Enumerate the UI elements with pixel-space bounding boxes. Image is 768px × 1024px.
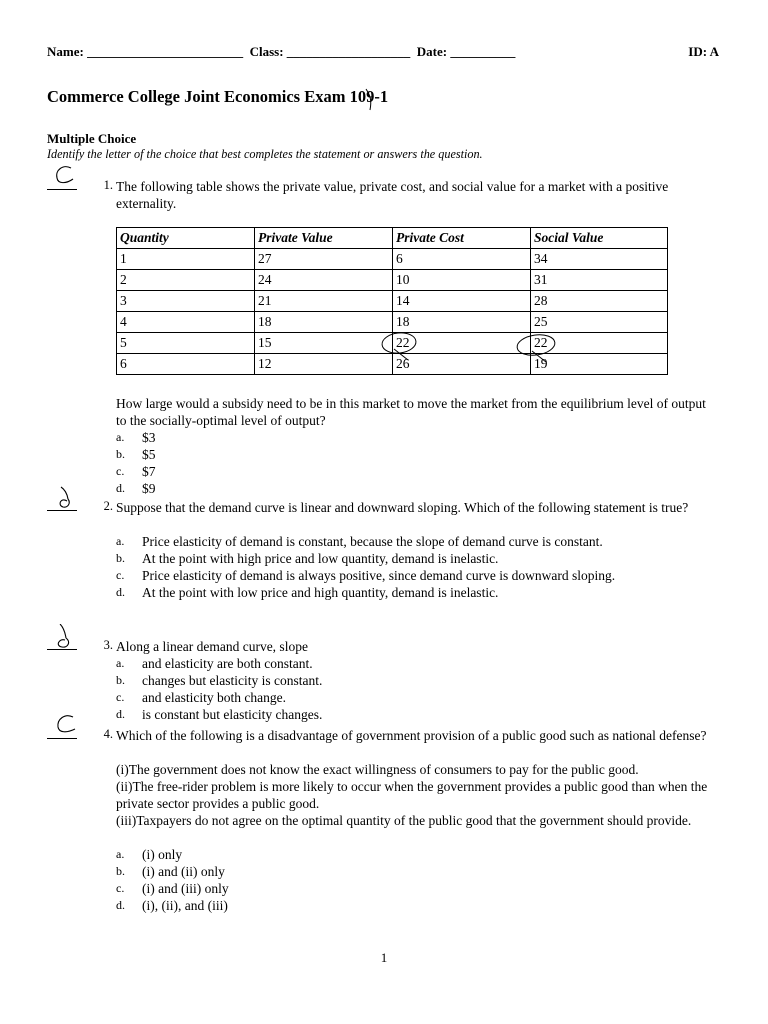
table-cell: 10 <box>393 270 531 291</box>
table-cell: 18 <box>393 312 531 333</box>
handwritten-answer-d <box>49 624 85 652</box>
handwritten-answer-d <box>49 485 85 513</box>
answer-options <box>116 533 702 601</box>
option-c[interactable]: c. Price elasticity of demand is always positive, since demand curve is downward sloping. <box>116 568 616 583</box>
value-cost-table <box>116 227 668 375</box>
section-instructions: Identify the letter of the choice that best completes the statement or answers the question. <box>47 147 483 161</box>
handwritten-answer-c <box>49 713 85 741</box>
table-cell: 21 <box>255 291 393 312</box>
option-a[interactable]: a. and elasticity are both constant. <box>116 656 313 671</box>
option-b[interactable]: b. At the point with high price and low quantity, demand is inelastic. <box>116 551 499 566</box>
option-d[interactable]: d. $9 <box>116 481 156 496</box>
table-cell: 24 <box>255 270 393 291</box>
answer-options <box>116 655 702 723</box>
option-c[interactable]: c. (i) and (iii) only <box>116 881 229 896</box>
question-text: Suppose that the demand curve is linear and downward sloping. Which of the following statement is true? <box>116 500 689 515</box>
question-text: Which of the following is a disadvantage of government provision of a public good such as national defense? <box>116 728 707 743</box>
table-row <box>117 249 668 270</box>
question-number: 2. <box>103 499 113 513</box>
table-cell: 14 <box>393 291 531 312</box>
table-header-row <box>117 228 668 249</box>
table-cell: 34 <box>531 249 668 270</box>
table-cell: 12 <box>255 354 393 375</box>
table-row <box>117 291 668 312</box>
question-text: The following table shows the private value, private cost, and social value for a market with a positive externality. <box>116 179 669 211</box>
table-cell: 22 <box>393 333 531 354</box>
table-cell: 26 <box>393 354 531 375</box>
table-row <box>117 333 668 354</box>
table-cell: 25 <box>531 312 668 333</box>
option-d[interactable]: d. At the point with low price and high quantity, demand is inelastic. <box>116 585 499 600</box>
table-cell: 4 <box>117 312 255 333</box>
table-cell: 6 <box>117 354 255 375</box>
question-number: 4. <box>103 727 113 741</box>
table-cell: 18 <box>255 312 393 333</box>
table-cell: 27 <box>255 249 393 270</box>
page-number: 1 <box>380 950 388 965</box>
table-cell: 22 <box>531 333 668 354</box>
table-cell: 3 <box>117 291 255 312</box>
date-field: Date: __________ <box>416 44 516 59</box>
column-header: Social Value <box>531 228 668 249</box>
column-header: Private Value <box>255 228 393 249</box>
question-subtext: How large would a subsidy need to be in this market to move the market from the equilibrium level of output to the socially-optimal level of output? <box>116 396 706 428</box>
table-row <box>117 354 668 375</box>
option-b[interactable]: b. $5 <box>116 447 156 462</box>
table-cell: 15 <box>255 333 393 354</box>
statement-ii: (ii)The free-rider problem is more likely to occur when the government provides a public good than when the private sector provides a public good. <box>116 779 708 811</box>
question-text: Along a linear demand curve, slope <box>116 639 308 654</box>
class-field: Class: ___________________ <box>249 44 411 59</box>
column-header: Private Cost <box>393 228 531 249</box>
table-row <box>117 270 668 291</box>
option-c[interactable]: c. $7 <box>116 464 156 479</box>
exam-title: Commerce College Joint Economics Exam 109-1 <box>47 87 389 106</box>
table-cell: 28 <box>531 291 668 312</box>
option-d[interactable]: d. (i), (ii), and (iii) <box>116 898 228 913</box>
table-cell: 31 <box>531 270 668 291</box>
option-c[interactable]: c. and elasticity both change. <box>116 690 286 705</box>
section-heading: Multiple Choice <box>47 131 137 146</box>
option-d[interactable]: d. is constant but elasticity changes. <box>116 707 323 722</box>
option-a[interactable]: a. $3 <box>116 430 156 445</box>
table-row <box>117 312 668 333</box>
answer-options <box>116 429 702 497</box>
answer-options <box>116 846 702 914</box>
table-cell: 19 <box>531 354 668 375</box>
option-a[interactable]: a. (i) only <box>116 847 183 862</box>
table-cell: 2 <box>117 270 255 291</box>
question-number: 3. <box>103 638 113 652</box>
handwritten-answer-c <box>49 164 85 192</box>
name-field: Name: ________________________ <box>47 44 244 59</box>
option-b[interactable]: b. changes but elasticity is constant. <box>116 673 323 688</box>
table-cell: 1 <box>117 249 255 270</box>
question-number: 1. <box>103 178 113 192</box>
statement-iii: (iii)Taxpayers do not agree on the optimal quantity of the public good that the government should provide. <box>116 813 692 828</box>
option-a[interactable]: a. Price elasticity of demand is constant, because the slope of demand curve is constant. <box>116 534 603 549</box>
table-cell: 6 <box>393 249 531 270</box>
id-label: ID: A <box>688 44 719 59</box>
table-cell: 5 <box>117 333 255 354</box>
exam-header <box>47 44 719 60</box>
option-b[interactable]: b. (i) and (ii) only <box>116 864 225 879</box>
column-header: Quantity <box>117 228 255 249</box>
statement-i: (i)The government does not know the exact willingness of consumers to pay for the public good. <box>116 762 639 777</box>
